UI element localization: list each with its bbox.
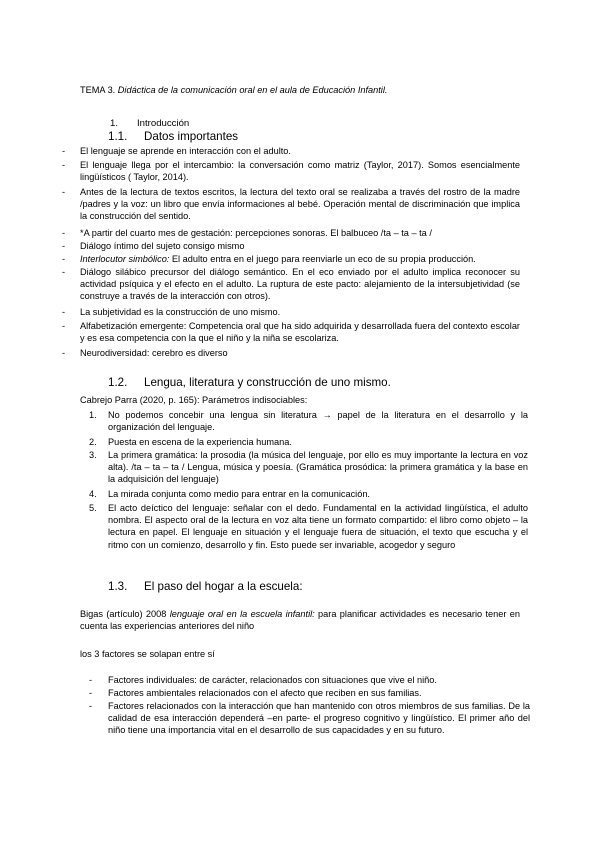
bullet-marker: -	[62, 254, 66, 264]
section-1-1-heading: Datos importantes	[144, 130, 239, 143]
bullet-marker: -	[62, 160, 66, 170]
para-italic: lenguaje oral en la escuela infantil:	[169, 609, 315, 619]
bullet-text: Antes de la lectura de textos escritos, la lectura del texto oral se realizaba a través del rostro de la madre /padres y la voz: un libro que envía informaciones al bebé. Operación mental de discriminación que implica la construcción del sentido.	[80, 187, 520, 222]
factor-item: Factores relacionados con la interacción que han mantenido con otros miembros de sus familias. De la calidad de esa interacción dependerá –en parte- el progreso cognitivo y lingüístico. El primer año del niño tiene una importancia vital en el desarrollo de sus capacidades y en su futuro.	[108, 701, 530, 736]
document-title	[80, 84, 387, 96]
bullet-text: *A partir del cuarto mes de gestación: percepciones sonoras. El balbuceo /ta – ta – ta /	[80, 228, 432, 238]
bullet-marker: -	[62, 307, 66, 317]
section-1-heading: Introducción	[137, 118, 190, 129]
bullet-marker: -	[62, 241, 66, 251]
section-1-2-intro: Cabrejo Parra (2020, p. 165): Parámetros indisociables:	[80, 395, 308, 405]
bullet-marker: -	[89, 675, 93, 685]
bullet-text	[80, 253, 520, 265]
list-item: El acto deíctico del lenguaje: señalar con el dedo. Fundamental en la actividad lingüística, el adulto nombra. El aspecto oral de la lectura en voz alta tiene un formato compartido: el libro como objeto – la lectura en papel. El lenguaje en situación y el lenguaje fuera de situación, el texto que escucha y el ritmo con un comienzo, desarrollo y fin. Esto puede ser invariable, acogedor y seguro	[108, 503, 528, 550]
list-number: 5.	[89, 503, 97, 513]
list-number: 4.	[89, 489, 97, 499]
list-item: Puesta en escena de la experiencia humana.	[108, 437, 292, 447]
bullet-text: Diálogo íntimo del sujeto consigo mismo	[80, 241, 245, 251]
bullet-text: Diálogo silábico precursor del diálogo semántico. En el eco enviado por el adulto implica reconocer su actividad psíquica y el efecto en el adulto. La ruptura de este pacto: alejamiento de la intersubjetividad (se construye a través de la interacción con otros).	[80, 267, 520, 302]
bullet-text: El lenguaje llega por el intercambio: la conversación como matriz (Taylor, 2017). Somos esencialmente lingüísticos ( Taylor, 2014).	[80, 160, 520, 183]
bullet-text: Alfabetización emergente: Competencia oral que ha sido adquirida y desarrollada fuera del contexto escolar y es esa competencia con la que el niño y la niña se escolariza.	[80, 321, 520, 344]
section-1-2-heading: Lengua, literatura y construcción de uno mismo.	[144, 376, 391, 389]
bullet-marker: -	[89, 701, 93, 711]
list-number: 3.	[89, 450, 97, 460]
para-prefix: Bigas (artículo) 2008	[80, 609, 170, 619]
bullet-marker: -	[62, 267, 66, 277]
title-italic: Didáctica de la comunicación oral en el aula de Educación Infantil.	[117, 85, 388, 95]
title-prefix: TEMA 3.	[80, 85, 118, 95]
section-1-number: 1.	[110, 118, 119, 129]
factor-item: Factores ambientales relacionados con el afecto que reciben en sus familias.	[108, 688, 422, 698]
factors-intro: los 3 factores se solapan entre sí	[80, 649, 215, 659]
bullet-marker: -	[62, 348, 66, 358]
factor-item: Factores individuales: de carácter, relacionados con situaciones que vive el niño.	[108, 675, 437, 685]
section-1-2-number: 1.2.	[108, 376, 128, 389]
list-item: La mirada conjunta como medio para entrar en la comunicación.	[108, 489, 370, 499]
para-suffix: para planificar actividades es necesario tener en cuenta las experiencias anteriores del niño	[80, 609, 520, 632]
bullet-text: El lenguaje se aprende en interacción con el adulto.	[80, 146, 291, 156]
list-number: 1.	[89, 410, 97, 420]
bullet-marker: -	[89, 688, 93, 698]
section-1-3-heading: El paso del hogar a la escuela:	[144, 580, 303, 593]
bullet-marker: -	[62, 187, 66, 197]
list-number: 2.	[89, 437, 97, 447]
bullet-rest: El adulto entra en el juego para reenviarle un eco de su propia producción.	[169, 254, 476, 264]
section-1-3-number: 1.3.	[108, 580, 128, 593]
list-item: No podemos concebir una lengua sin literatura → papel de la literatura en el desarrollo y la organización del lenguaje.	[108, 410, 528, 433]
bullet-text: La subjetividad es la construcción de uno mismo.	[80, 307, 281, 317]
bullet-lead-italic: Interlocutor simbólico:	[80, 254, 170, 264]
bullet-marker: -	[62, 321, 66, 331]
list-item: La primera gramática: la prosodia (la música del lenguaje, por ello es muy importante la lectura en voz alta). /ta – ta – ta / Lengua, música y poesía. (Gramática prosódica: la primera gramática y la base en la adquisición del lenguaje)	[108, 450, 528, 485]
bullet-text: Neurodiversidad: cerebro es diverso	[80, 348, 228, 358]
bullet-marker: -	[62, 228, 66, 238]
section-1-3-paragraph	[80, 608, 520, 632]
bullet-marker: -	[62, 146, 66, 156]
section-1-1-number: 1.1.	[108, 130, 128, 143]
